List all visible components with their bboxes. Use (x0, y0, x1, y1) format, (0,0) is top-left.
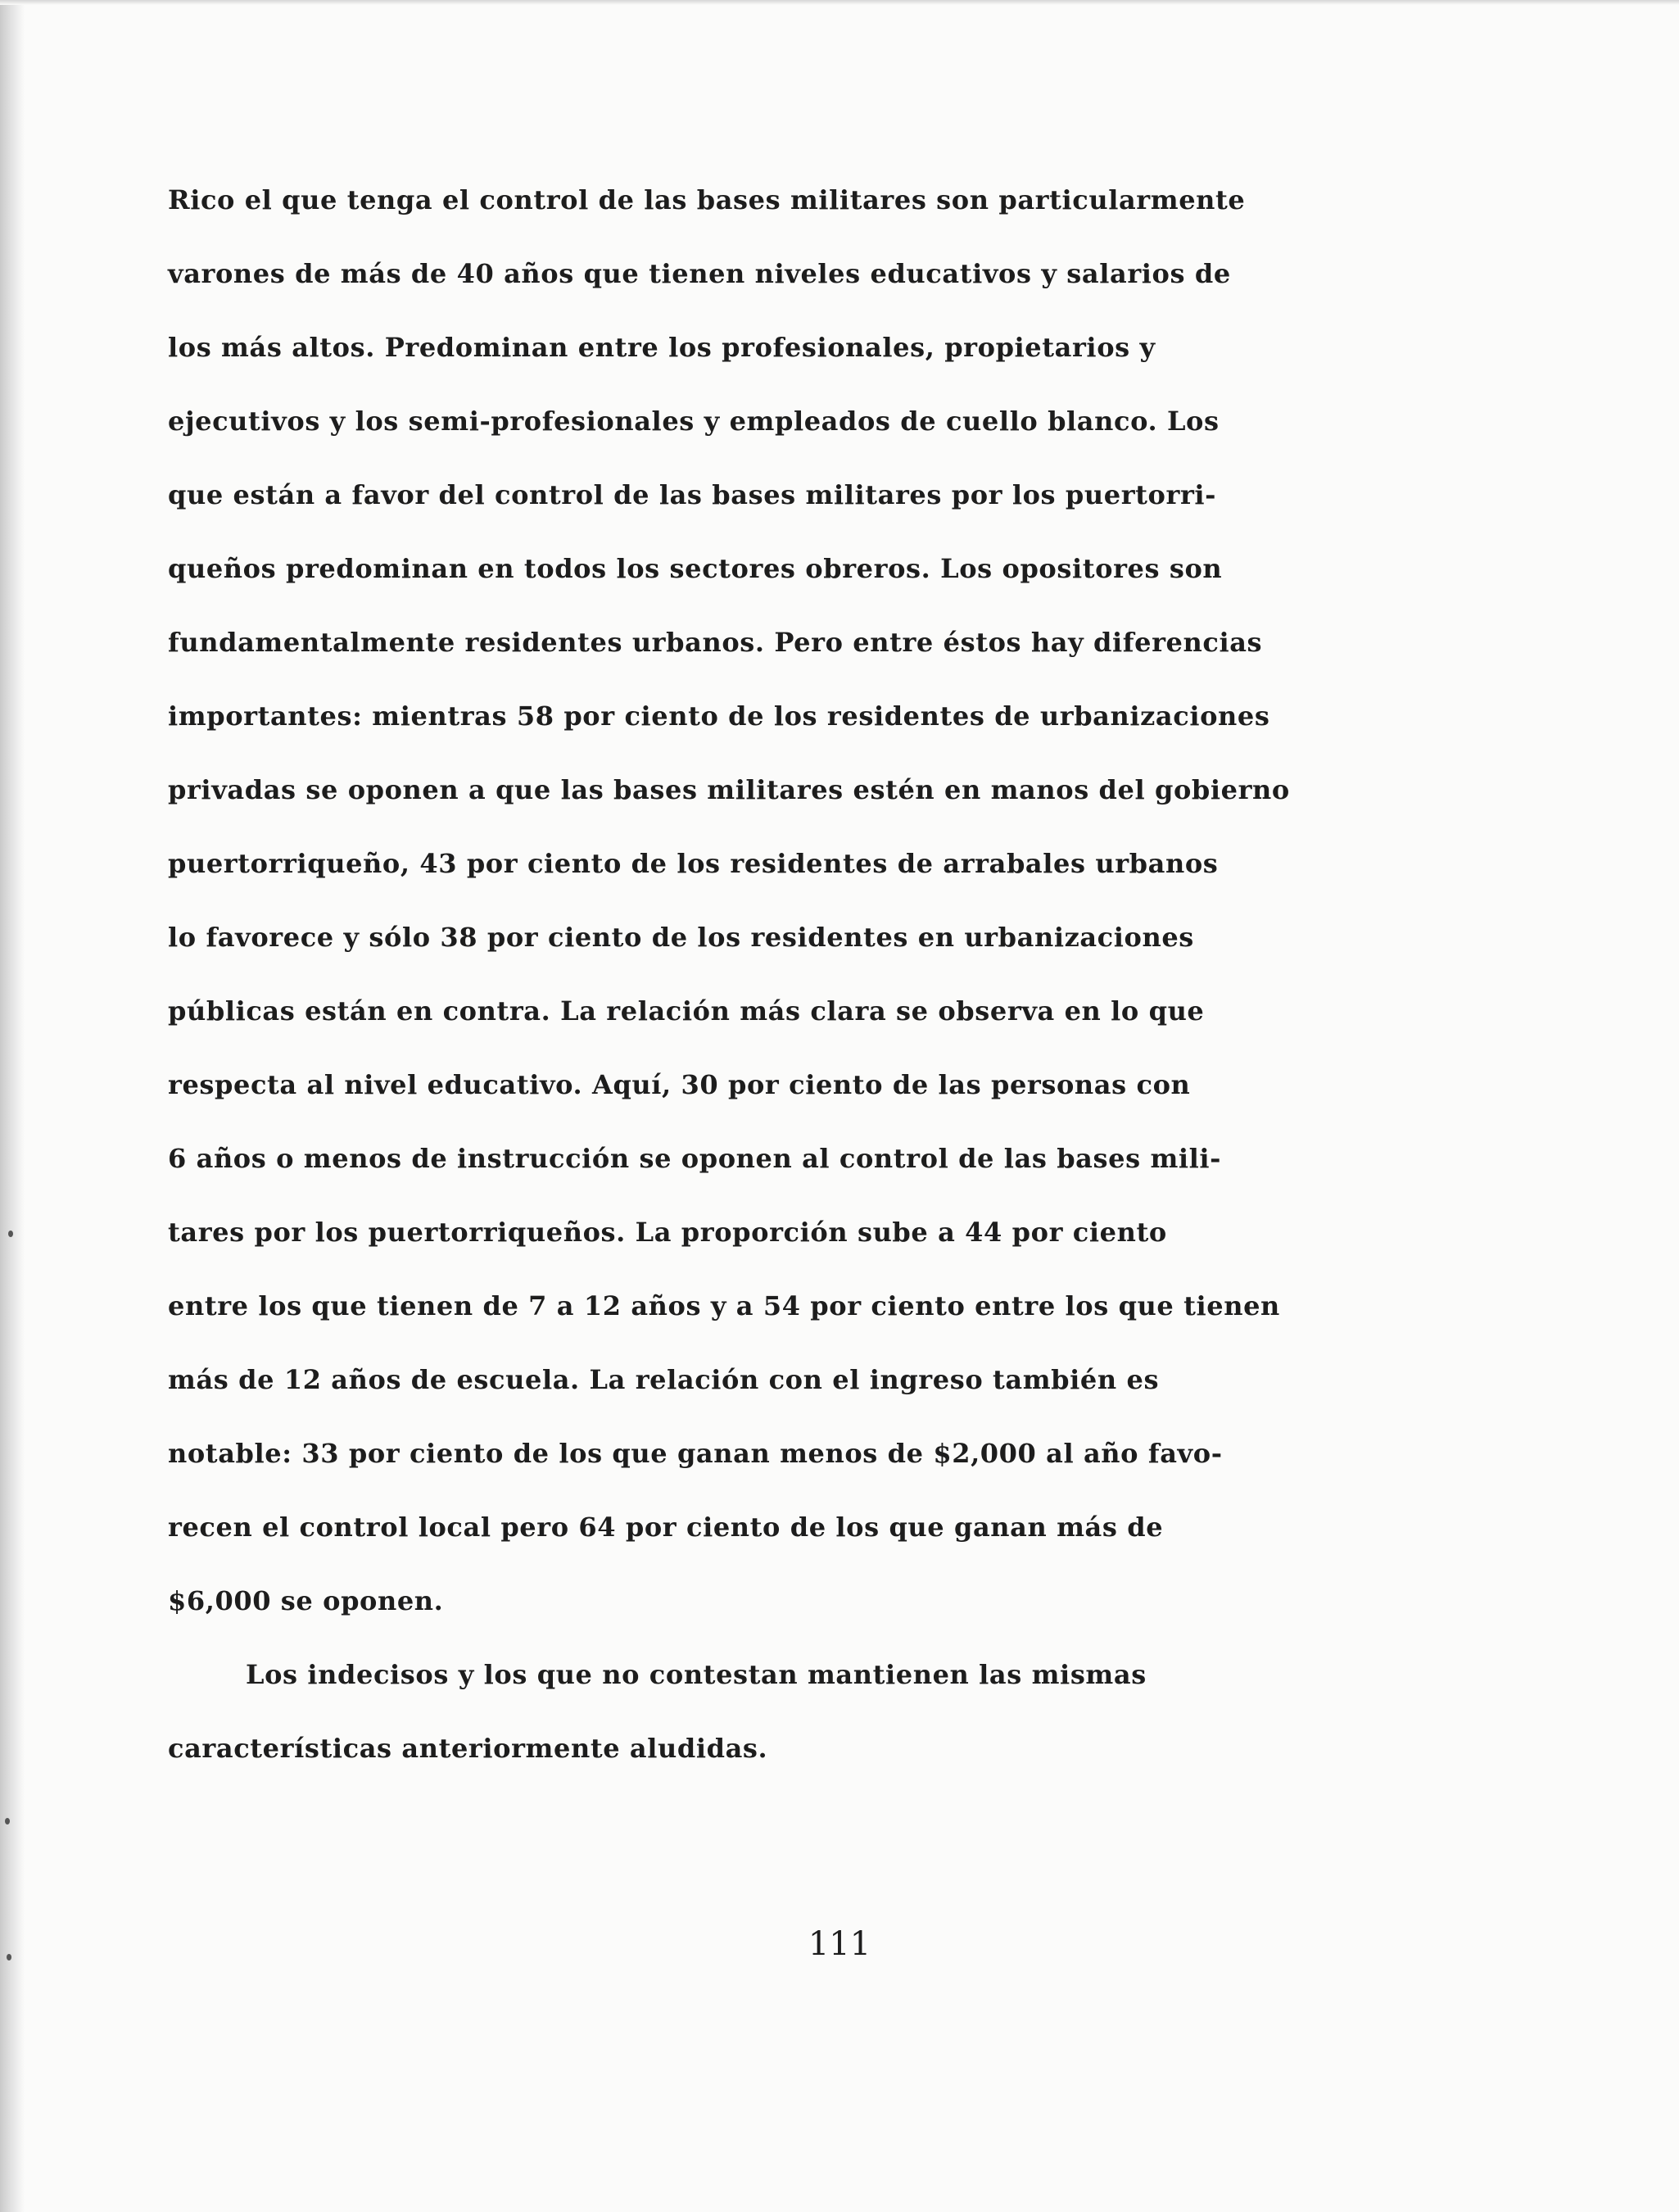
text-line: Rico el que tenga el control de las bases militares son particularmente (168, 184, 1246, 215)
text-line: tares por los puertorriqueños. La proporción sube a 44 por ciento (168, 1217, 1167, 1248)
body-text (168, 174, 1396, 1796)
text-line: los más altos. Predominan entre los profesionales, propietarios y (168, 332, 1156, 363)
text-line: privadas se oponen a que las bases militares estén en manos del gobierno (168, 774, 1290, 805)
text-line: características anteriormente aludidas. (168, 1733, 768, 1764)
scan-speck (8, 1231, 13, 1237)
scan-speck (5, 1818, 10, 1824)
text-line: puertorriqueño, 43 por ciento de los residentes de arrabales urbanos (168, 848, 1219, 879)
text-line: varones de más de 40 años que tienen niveles educativos y salarios de (168, 258, 1231, 289)
text-line: importantes: mientras 58 por ciento de los residentes de urbanizaciones (168, 700, 1270, 732)
text-line: respecta al nivel educativo. Aquí, 30 por ciento de las personas con (168, 1069, 1191, 1100)
page-number: 111 (808, 1925, 871, 1963)
text-line: ejecutivos y los semi-profesionales y empleados de cuello blanco. Los (168, 406, 1220, 437)
text-line: fundamentalmente residentes urbanos. Pero entre éstos hay diferencias (168, 627, 1263, 658)
text-line: públicas están en contra. La relación más clara se observa en lo que (168, 995, 1205, 1027)
text-line: que están a favor del control de las bases militares por los puertorri- (168, 479, 1217, 510)
text-line: notable: 33 por ciento de los que ganan menos de $2,000 al año favo- (168, 1438, 1223, 1469)
paragraph-start-line: Los indecisos y los que no contestan mantienen las mismas (246, 1659, 1147, 1690)
text-line: lo favorece y sólo 38 por ciento de los residentes en urbanizaciones (168, 922, 1194, 953)
text-line: más de 12 años de escuela. La relación con el ingreso también es (168, 1364, 1160, 1395)
text-line: entre los que tienen de 7 a 12 años y a 54 por ciento entre los que tienen (168, 1290, 1280, 1321)
text-line: recen el control local pero 64 por ciento de los que ganan más de (168, 1512, 1164, 1543)
text-line: 6 años o menos de instrucción se oponen al control de las bases mili- (168, 1143, 1222, 1174)
scan-speck (7, 1954, 11, 1960)
text-line: queños predominan en todos los sectores obreros. Los opositores son (168, 553, 1223, 584)
text-line: $6,000 se oponen. (168, 1585, 444, 1616)
scan-top-edge (0, 0, 1679, 5)
scan-left-edge (0, 0, 25, 2212)
